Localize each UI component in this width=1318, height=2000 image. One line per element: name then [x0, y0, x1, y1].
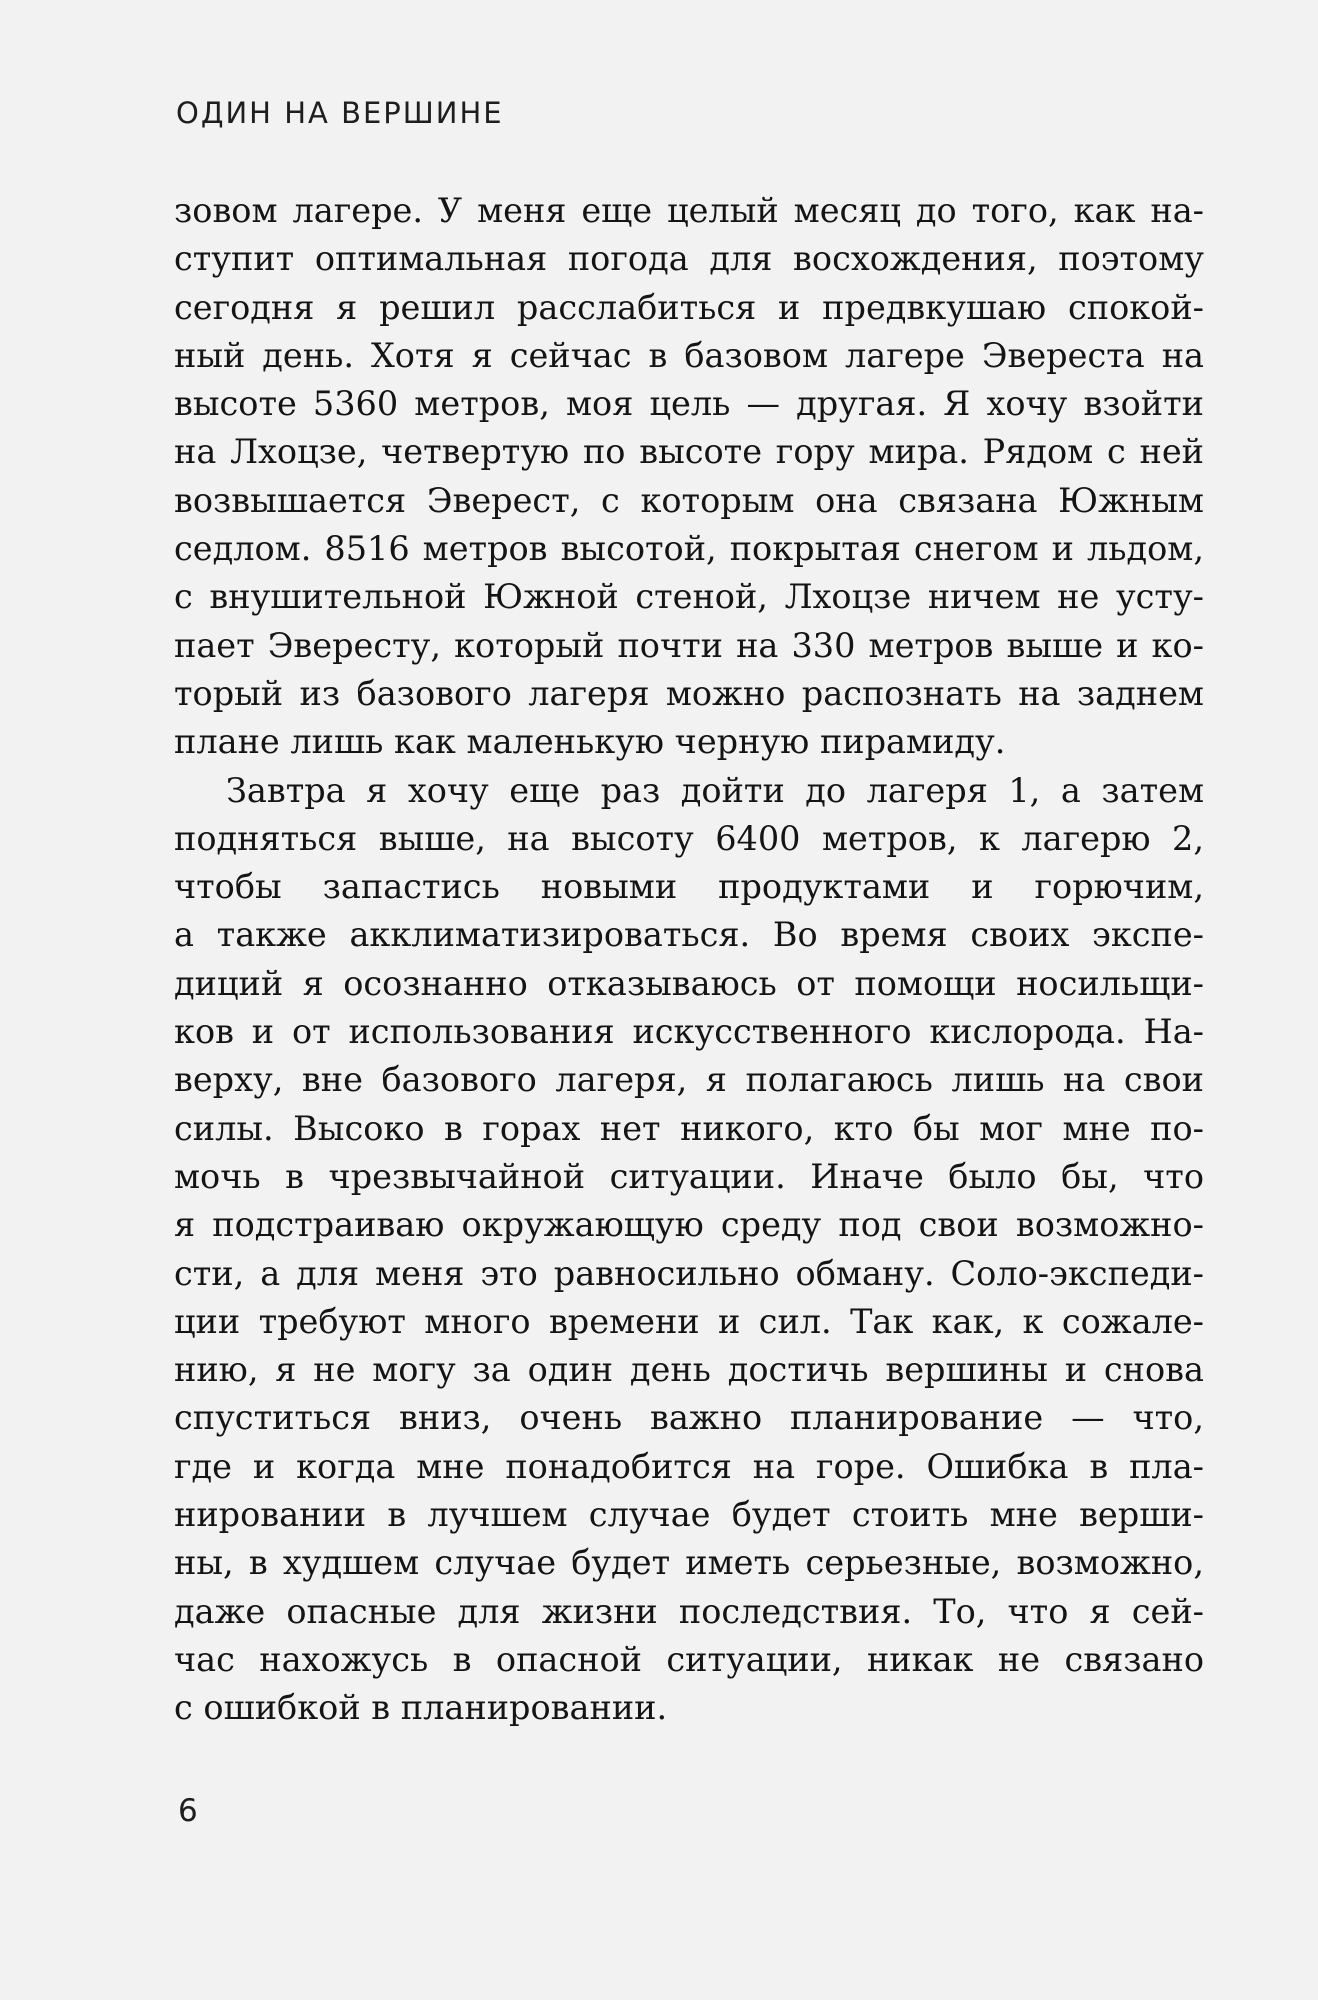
text-line: нию, я не могу за один день достичь вершины и снова — [174, 1350, 1204, 1390]
text-line: нировании в лучшем случае будет стоить мне верши- — [174, 1495, 1204, 1535]
text-line: Завтра я хочу еще раз дойти до лагеря 1, а затем — [226, 770, 1204, 810]
text-line: чтобы запастись новыми продуктами и горючим, — [174, 867, 1204, 907]
text-line: а также акклиматизироваться. Во время своих экспе- — [174, 915, 1204, 955]
text-line: возвышается Эверест, с которым она связана Южным — [174, 480, 1204, 520]
text-line: пает Эвересту, который почти на 330 метров выше и ко- — [174, 625, 1204, 665]
text-line: зовом лагере. У меня еще целый месяц до того, как на- — [174, 191, 1204, 230]
text-line: мочь в чрезвычайной ситуации. Иначе было бы, что — [174, 1156, 1204, 1196]
text-line: час нахожусь в опасной ситуации, никак не связано — [174, 1639, 1204, 1679]
text-line: сти, а для меня это равносильно обману. Соло-экспеди- — [174, 1253, 1204, 1293]
text-line: сегодня я решил расслабиться и предвкушаю спокой- — [174, 287, 1204, 327]
text-line: ков и от использования искусственного кислорода. На- — [174, 1012, 1204, 1052]
text-line: подняться выше, на высоту 6400 метров, к лагерю 2, — [174, 818, 1204, 858]
paragraph-1 — [174, 187, 1204, 767]
text-line: даже опасные для жизни последствия. То, что я сей- — [174, 1591, 1204, 1631]
text-line: ции требуют много времени и сил. Так как, к сожале- — [174, 1301, 1204, 1341]
text-line: силы. Высоко в горах нет никого, кто бы мог мне по- — [174, 1108, 1204, 1148]
text-line: с ошибкой в планировании. — [174, 1688, 668, 1728]
text-line: ны, в худшем случае будет иметь серьезные, возможно, — [174, 1543, 1204, 1583]
text-line: ступит оптимальная погода для восхождения, поэтому — [174, 239, 1204, 279]
text-line: где и когда мне понадобится на горе. Ошибка в пла- — [174, 1446, 1204, 1486]
text-line: плане лишь как маленькую черную пирамиду. — [174, 722, 1006, 762]
text-line: высоте 5360 метров, моя цель — другая. Я хочу взойти — [174, 384, 1204, 424]
running-head: ОДИН НА ВЕРШИНЕ — [176, 96, 504, 130]
text-line: я подстраиваю окружающую среду под свои возможно- — [174, 1205, 1204, 1245]
text-line: седлом. 8516 метров высотой, покрытая снегом и льдом, — [174, 529, 1204, 569]
text-line: спуститься вниз, очень важно планирование — что, — [174, 1398, 1204, 1438]
text-line: диций я осознанно отказываюсь от помощи носильщи- — [174, 963, 1204, 1003]
paragraph-2 — [174, 767, 1204, 1733]
text-line: верху, вне базового лагеря, я полагаюсь лишь на свои — [174, 1060, 1204, 1100]
text-line: с внушительной Южной стеной, Лхоцзе ничем не усту- — [174, 577, 1204, 617]
body-text — [174, 187, 1204, 1733]
text-line: на Лхоцзе, четвертую по высоте гору мира. Рядом с ней — [174, 432, 1204, 472]
text-line: ный день. Хотя я сейчас в базовом лагере Эвереста на — [174, 335, 1204, 375]
page-number: 6 — [178, 1793, 198, 1829]
text-line: торый из базового лагеря можно распознать на заднем — [174, 673, 1204, 713]
